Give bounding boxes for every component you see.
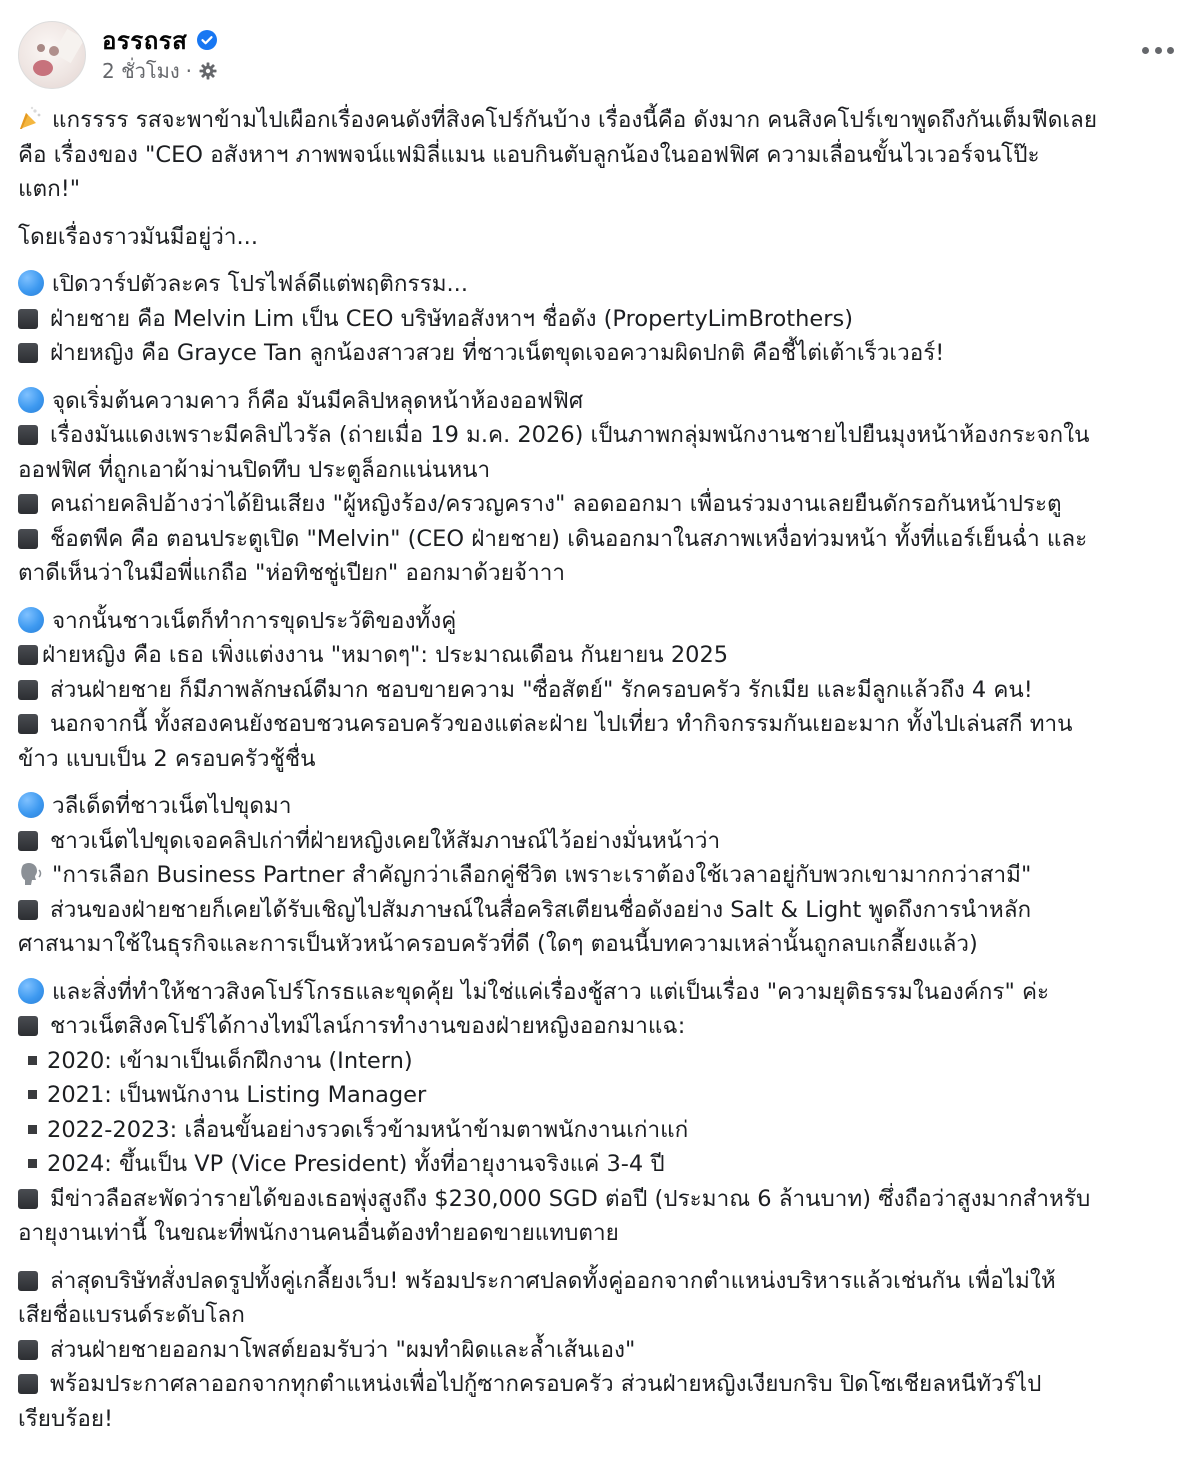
quote-text: "การเลือก Business Partner สำคัญกว่าเลือกคู่ชีวิต เพราะเราต้องใช้เวลาอยู่กับพวกเขามากกว่าสามี" <box>52 862 1032 888</box>
small-square-icon <box>28 1125 37 1134</box>
black-square-icon <box>18 343 38 363</box>
section-heading: เปิดวาร์ปตัวละคร โปรไฟล์ดีแต่พฤติกรรม... <box>52 271 468 297</box>
bullet-text: เรียบร้อย! <box>18 1405 114 1432</box>
bullet-text: อายุงานเท่านี้ ในขณะที่พนักงานคนอื่นต้องทำยอดขายแทบตาย <box>18 1220 619 1246</box>
blue-circle-icon <box>18 387 44 413</box>
bullet-text: ออฟฟิศ ที่ถูกเอาผ้าม่านปิดทึบ ประตูล็อกแน่นหนา <box>18 456 491 483</box>
more-dot-icon <box>1167 47 1174 54</box>
lead-paragraph <box>18 220 1190 255</box>
section-heading: วลีเด็ดที่ชาวเน็ตไปขุดมา <box>52 793 292 819</box>
intro-line: แตก!" <box>18 176 81 202</box>
small-square-icon <box>28 1056 37 1065</box>
section-history <box>18 604 1190 777</box>
bullet-text: เสียชื่อแบรนด์ระดับโลก <box>18 1302 245 1328</box>
speaking-head-icon <box>18 861 44 887</box>
black-square-icon <box>18 831 38 851</box>
black-square-icon <box>18 645 38 665</box>
lead-text: โดยเรื่องราวมันมีอยู่ว่า... <box>18 223 258 250</box>
bullet-text: มีข่าวลือสะพัดว่ารายได้ของเธอพุ่งสูงถึง $230,000 SGD ต่อปี (ประมาณ 6 ล้านบาท) ซึ่งถือว่าสูงมากสำหรับ <box>50 1185 1091 1212</box>
small-square-icon <box>28 1159 37 1168</box>
bullet-text: ตาดีเห็นว่าในมือพี่แกถือ "ห่อทิชชู่เปียก" ออกมาด้วยจ้าาา <box>18 560 565 586</box>
section-heading: จากนั้นชาวเน็ตก็ทำการขุดประวัติของทั้งคู่ <box>52 607 457 634</box>
black-square-icon <box>18 680 38 700</box>
black-square-icon <box>18 1340 38 1360</box>
verified-badge-icon <box>197 30 217 50</box>
blue-circle-icon <box>18 607 44 633</box>
meta-separator: · <box>185 59 192 83</box>
gear-icon[interactable] <box>198 61 218 81</box>
author-name[interactable]: อรรถรส <box>102 26 188 55</box>
timeline-item: 2024: ขึ้นเป็น VP (Vice President) ทั้งที่อายุงานจริงแค่ 3-4 ปี <box>47 1151 665 1177</box>
blue-circle-icon <box>18 270 44 296</box>
bullet-text: เรื่องมันแดงเพราะมีคลิปไวรัล (ถ่ายเมื่อ 19 ม.ค. 2026) เป็นภาพกลุ่มพนักงานชายไปยืนมุงหน้าห้องกระจกใน <box>50 422 1090 448</box>
timeline-item: 2020: เข้ามาเป็นเด็กฝึกงาน (Intern) <box>47 1047 413 1074</box>
bullet-text: ชาวเน็ตไปขุดเจอคลิปเก่าที่ฝ่ายหญิงเคยให้สัมภาษณ์ไว้อย่างมั่นหน้าว่า <box>50 827 721 854</box>
black-square-icon <box>18 1189 38 1209</box>
black-square-icon <box>18 714 38 734</box>
black-square-icon <box>18 529 38 549</box>
post-header <box>18 20 218 90</box>
party-popper-icon <box>18 105 44 131</box>
post-body <box>18 103 1190 1449</box>
black-square-icon <box>18 309 38 329</box>
more-dot-icon <box>1142 47 1149 54</box>
small-square-icon <box>28 1090 37 1099</box>
intro-line: แกรรรร รสจะพาข้ามไปเผือกเรื่องคนดังที่สิงคโปร์กันบ้าง เรื่องนี้คือ ดังมาก คนสิงคโปร์เขาพูดถึงกันเต็มฟีดเลย <box>52 107 1098 133</box>
bullet-text: ฝ่ายหญิง คือ Grayce Tan ลูกน้องสาวสวย ที่ชาวเน็ตขุดเจอความผิดปกติ คือชี้ไต่เต้าเร็วเวอร์! <box>50 340 945 366</box>
post-meta <box>102 24 218 86</box>
bullet-text: พร้อมประกาศลาออกจากทุกตำแหน่งเพื่อไปกู้ซากครอบครัว ส่วนฝ่ายหญิงเงียบกริบ ปิดโซเชียลหนีทัวร์ไป <box>50 1371 1042 1397</box>
black-square-icon <box>18 425 38 445</box>
black-square-icon <box>18 900 38 920</box>
bullet-text: ข้าว แบบเป็น 2 ครอบครัวชู้ชื่น <box>18 745 316 772</box>
blue-circle-icon <box>18 792 44 818</box>
timeline-item: 2021: เป็นพนักงาน Listing Manager <box>47 1082 427 1108</box>
black-square-icon <box>18 1374 38 1394</box>
black-square-icon <box>18 494 38 514</box>
bullet-text: ช็อตพีค คือ ตอนประตูเปิด "Melvin" (CEO ฝ่ายชาย) เดินออกมาในสภาพเหงื่อท่วมหน้า ทั้งที่แอร์เย็นฉ่ำ และ <box>50 525 1088 552</box>
section-justice <box>18 975 1190 1251</box>
bullet-text: ชาวเน็ตสิงคโปร์ได้กางไทม์ไลน์การทำงานของฝ่ายหญิงออกมาแฉ: <box>50 1013 686 1039</box>
bullet-text: ฝ่ายชาย คือ Melvin Lim เป็น CEO บริษัทอสังหาฯ ชื่อดัง (PropertyLimBrothers) <box>50 305 853 332</box>
section-quotes <box>18 789 1190 962</box>
more-dot-icon <box>1155 47 1162 54</box>
post-timestamp[interactable]: 2 ชั่วโมง <box>102 59 180 83</box>
section-characters <box>18 267 1190 371</box>
black-square-icon <box>18 1271 38 1291</box>
section-heading: และสิ่งที่ทำให้ชาวสิงคโปร์โกรธและขุดคุ้ย ไม่ใช่แค่เรื่องชู้สาว แต่เป็นเรื่อง "ความยุติธรรมในองค์กร" ค่ะ <box>52 978 1050 1005</box>
blue-circle-icon <box>18 978 44 1004</box>
intro-paragraph <box>18 103 1190 207</box>
bullet-text: ส่วนฝ่ายชายออกมาโพสต์ยอมรับว่า "ผมทำผิดและล้ำเส้นเอง" <box>50 1336 636 1363</box>
section-clip <box>18 384 1190 591</box>
section-heading: จุดเริ่มต้นความคาว ก็คือ มันมีคลิปหลุดหน้าห้องออฟฟิศ <box>52 387 584 414</box>
bullet-text: ล่าสุดบริษัทสั่งปลดรูปทั้งคู่เกลี้ยงเว็บ! พร้อมประกาศปลดทั้งคู่ออกจากตำแหน่งบริหารแล้วเช่นกัน เพื่อไม่ให้ <box>50 1267 1056 1294</box>
black-square-icon <box>18 1016 38 1036</box>
bullet-text: ฝ่ายหญิง คือ เธอ เพิ่งแต่งงาน "หมาดๆ": ประมาณเดือน กันยายน 2025 <box>42 642 729 668</box>
avatar[interactable] <box>18 21 86 89</box>
intro-line: คือ เรื่องของ "CEO อสังหาฯ ภาพพจน์แฟมิลี่แมน แอบกินตับลูกน้องในออฟฟิศ ความเลื่อนขั้นไวเวอร์จนโป๊ะ <box>18 141 1040 168</box>
section-closing <box>18 1264 1190 1437</box>
bullet-text: ส่วนของฝ่ายชายก็เคยได้รับเชิญไปสัมภาษณ์ในสื่อคริสเตียนชื่อดังอย่าง Salt & Light พูดถึงการนำหลัก <box>50 896 1032 923</box>
bullet-text: คนถ่ายคลิปอ้างว่าได้ยินเสียง "ผู้หญิงร้อง/ครวญคราง" ลอดออกมา เพื่อนร่วมงานเลยยืนดักรอกันหน้าประตู <box>50 491 1062 517</box>
bullet-text: นอกจากนี้ ทั้งสองคนยังชอบชวนครอบครัวของแต่ละฝ่าย ไปเที่ยว ทำกิจกรรมกันเยอะมาก ทั้งไปเล่นสกี ทาน <box>50 711 1073 737</box>
timeline-item: 2022-2023: เลื่อนขั้นอย่างรวดเร็วข้ามหน้าข้ามตาพนักงานเก่าแก่ <box>47 1116 689 1143</box>
bullet-text: ส่วนฝ่ายชาย ก็มีภาพลักษณ์ดีมาก ชอบขายความ "ซื่อสัตย์" รักครอบครัว รักเมีย และมีลูกแล้วถึง 4 คน! <box>50 676 1033 703</box>
more-options-button[interactable] <box>1142 38 1174 62</box>
bullet-text: ศาสนามาใช้ในธุรกิจและการเป็นหัวหน้าครอบครัวที่ดี (ใดๆ ตอนนี้บทความเหล่านั้นถูกลบเกลี้ยงแล้ว) <box>18 931 978 957</box>
